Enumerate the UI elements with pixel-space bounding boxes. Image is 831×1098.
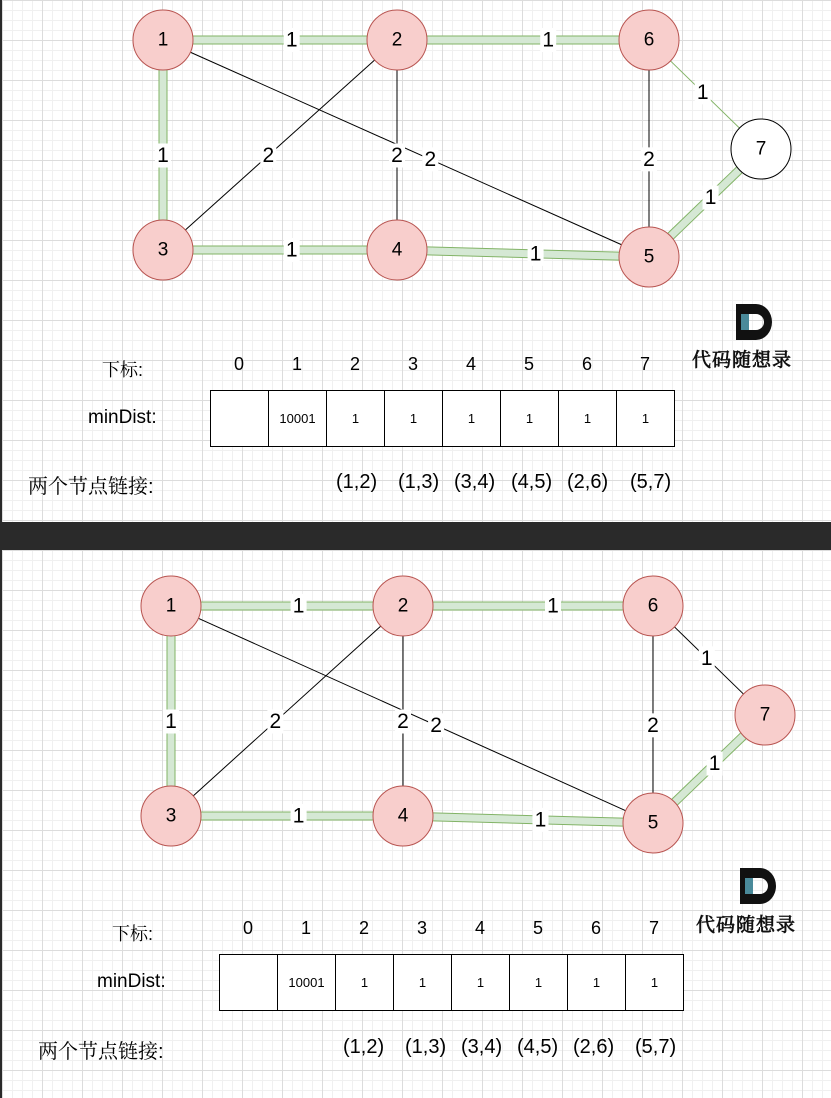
mindist-cell-1: 10001 bbox=[277, 954, 336, 1011]
mindist-cell-5: 1 bbox=[509, 954, 568, 1011]
edge-weight-2-4: 2 bbox=[397, 710, 409, 733]
edge-weight-6-7: 1 bbox=[700, 646, 713, 670]
edge-weight-1-3: 1 bbox=[157, 144, 169, 167]
diagram-panel-1 bbox=[2, 0, 831, 522]
node-label-2: 2 bbox=[391, 29, 403, 51]
logo-icon bbox=[736, 304, 774, 345]
edge-weight-6-7: 1 bbox=[696, 80, 709, 104]
edge-weight-2-6: 1 bbox=[542, 28, 555, 52]
mindist-cell-3: 1 bbox=[384, 390, 443, 447]
index-5: 5 bbox=[532, 918, 543, 938]
mindist-cell-0 bbox=[210, 390, 269, 447]
node-label-3: 3 bbox=[165, 805, 177, 827]
edge-2-3 bbox=[193, 626, 381, 796]
pairs-label: 两个节点链接: bbox=[28, 476, 154, 498]
node-label-5: 5 bbox=[647, 812, 659, 834]
edge-weight-2-6: 1 bbox=[547, 594, 559, 618]
node-label-7: 7 bbox=[755, 138, 767, 160]
node-label-4: 4 bbox=[391, 239, 403, 261]
index-2: 2 bbox=[349, 354, 360, 374]
node-label-6: 6 bbox=[643, 29, 655, 51]
pair-item: (4,5) bbox=[511, 471, 553, 493]
index-7: 7 bbox=[639, 354, 650, 374]
graph-2 bbox=[2, 550, 831, 850]
index-4: 4 bbox=[465, 354, 476, 374]
pair-item: (2,6) bbox=[573, 1036, 615, 1058]
edge-weight-5-7: 1 bbox=[708, 752, 721, 776]
index-0: 0 bbox=[242, 918, 253, 938]
edge-weight-2-3: 2 bbox=[262, 144, 275, 167]
node-label-1: 1 bbox=[157, 29, 169, 51]
index-label: 下标: bbox=[102, 360, 144, 380]
pairs-label: 两个节点链接: bbox=[38, 1041, 164, 1063]
edge-weight-2-4: 2 bbox=[391, 144, 403, 167]
edge-weight-1-2: 1 bbox=[285, 28, 298, 52]
node-label-6: 6 bbox=[647, 595, 659, 617]
edge-weight-5-7: 1 bbox=[704, 186, 717, 210]
edge-weight-3-4: 1 bbox=[292, 804, 305, 828]
mindist-cell-7: 1 bbox=[616, 390, 675, 447]
index-6: 6 bbox=[590, 918, 601, 938]
mindist-label: minDist: bbox=[97, 971, 166, 992]
index-2: 2 bbox=[358, 918, 369, 938]
index-6: 6 bbox=[581, 354, 592, 374]
mindist-cell-0 bbox=[219, 954, 278, 1011]
edge-weight-1-5: 2 bbox=[424, 147, 437, 171]
edge-weight-3-4: 1 bbox=[285, 238, 298, 262]
mindist-cell-2: 1 bbox=[335, 954, 394, 1011]
logo-icon bbox=[740, 868, 778, 909]
pair-item: (2,6) bbox=[567, 471, 609, 493]
diagram-panel-2 bbox=[2, 550, 831, 1098]
edge-1-5 bbox=[198, 618, 625, 810]
index-0: 0 bbox=[233, 354, 244, 374]
edge-weight-1-5: 2 bbox=[430, 713, 442, 737]
mindist-cell-1: 10001 bbox=[268, 390, 327, 447]
pair-item: (4,5) bbox=[517, 1036, 559, 1058]
edge-weight-2-3: 2 bbox=[269, 710, 282, 733]
edge-2-3 bbox=[185, 60, 374, 230]
index-label: 下标: bbox=[112, 924, 154, 944]
edge-weight-6-5: 2 bbox=[643, 147, 655, 171]
mindist-cell-5: 1 bbox=[500, 390, 559, 447]
mindist-cell-7: 1 bbox=[625, 954, 684, 1011]
pair-item: (5,7) bbox=[635, 1036, 677, 1058]
edge-weight-4-5: 1 bbox=[529, 242, 542, 266]
index-7: 7 bbox=[648, 918, 659, 938]
mindist-cell-3: 1 bbox=[393, 954, 452, 1011]
pair-item: (3,4) bbox=[454, 471, 496, 493]
index-1: 1 bbox=[291, 354, 302, 374]
mindist-cell-2: 1 bbox=[326, 390, 385, 447]
pair-item: (1,2) bbox=[343, 1036, 385, 1058]
pair-item: (1,2) bbox=[336, 471, 378, 493]
pair-item: (3,4) bbox=[461, 1036, 503, 1058]
edge-weight-6-5: 2 bbox=[647, 713, 659, 737]
index-1: 1 bbox=[300, 918, 311, 938]
index-3: 3 bbox=[407, 354, 418, 374]
pair-item: (5,7) bbox=[630, 471, 672, 493]
node-label-7: 7 bbox=[759, 704, 771, 726]
mindist-cell-6: 1 bbox=[567, 954, 626, 1011]
mindist-label: minDist: bbox=[88, 407, 157, 428]
node-label-1: 1 bbox=[165, 595, 177, 617]
mindist-cell-4: 1 bbox=[451, 954, 510, 1011]
node-label-4: 4 bbox=[397, 805, 409, 827]
index-3: 3 bbox=[416, 918, 427, 938]
logo-text: 代码随想录 bbox=[696, 914, 797, 936]
mindist-cell-4: 1 bbox=[442, 390, 501, 447]
edge-weight-4-5: 1 bbox=[534, 808, 547, 832]
edge-weight-1-2: 1 bbox=[292, 594, 305, 618]
pair-item: (1,3) bbox=[398, 471, 440, 493]
pair-item: (1,3) bbox=[405, 1036, 447, 1058]
node-label-5: 5 bbox=[643, 246, 655, 268]
index-5: 5 bbox=[523, 354, 534, 374]
graph-1 bbox=[2, 0, 831, 300]
logo-text: 代码随想录 bbox=[692, 349, 793, 371]
edge-weight-1-3: 1 bbox=[165, 710, 177, 733]
edge-1-5 bbox=[190, 52, 621, 245]
mindist-cell-6: 1 bbox=[558, 390, 617, 447]
node-label-2: 2 bbox=[397, 595, 409, 617]
node-label-3: 3 bbox=[157, 239, 169, 261]
index-4: 4 bbox=[474, 918, 485, 938]
